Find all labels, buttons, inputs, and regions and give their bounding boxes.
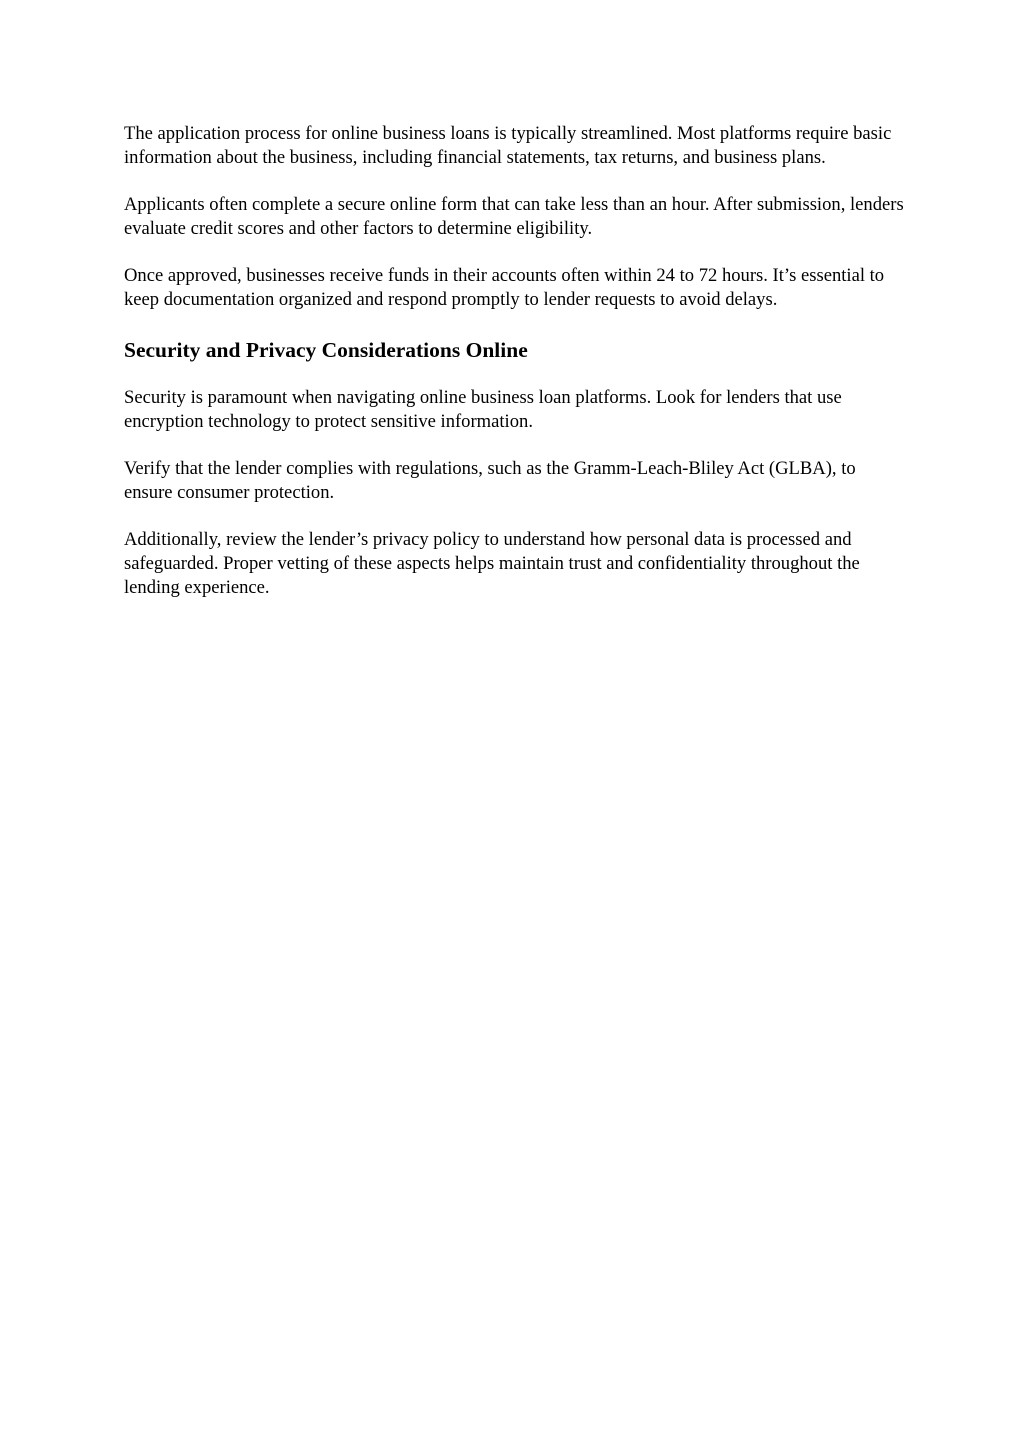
paragraph-application-process: The application process for online business loans is typically streamlined. Most platforms require basic information about the business, including financial statements, tax returns, and business plans. (124, 123, 892, 168)
section-heading-security: Security and Privacy Considerations Online (124, 338, 528, 362)
paragraph-online-form: Applicants often complete a secure online form that can take less than an hour. After submission, lenders evaluate credit scores and other factors to determine eligibility. (124, 194, 904, 239)
paragraph-privacy-policy: Additionally, review the lender’s privacy policy to understand how personal data is processed and safeguarded. Proper vetting of these aspects helps maintain trust and confidentiality throughout the lending experience. (124, 529, 860, 598)
paragraph-encryption: Security is paramount when navigating online business loan platforms. Look for lenders that use encryption technology to protect sensitive information. (124, 387, 842, 432)
document-body (124, 122, 904, 623)
paragraph-glba: Verify that the lender complies with regulations, such as the Gramm-Leach-Bliley Act (GLBA), to ensure consumer protection. (124, 458, 856, 503)
paragraph-funds-approval: Once approved, businesses receive funds in their accounts often within 24 to 72 hours. It’s essential to keep documentation organized and respond promptly to lender requests to avoid delays. (124, 265, 885, 310)
